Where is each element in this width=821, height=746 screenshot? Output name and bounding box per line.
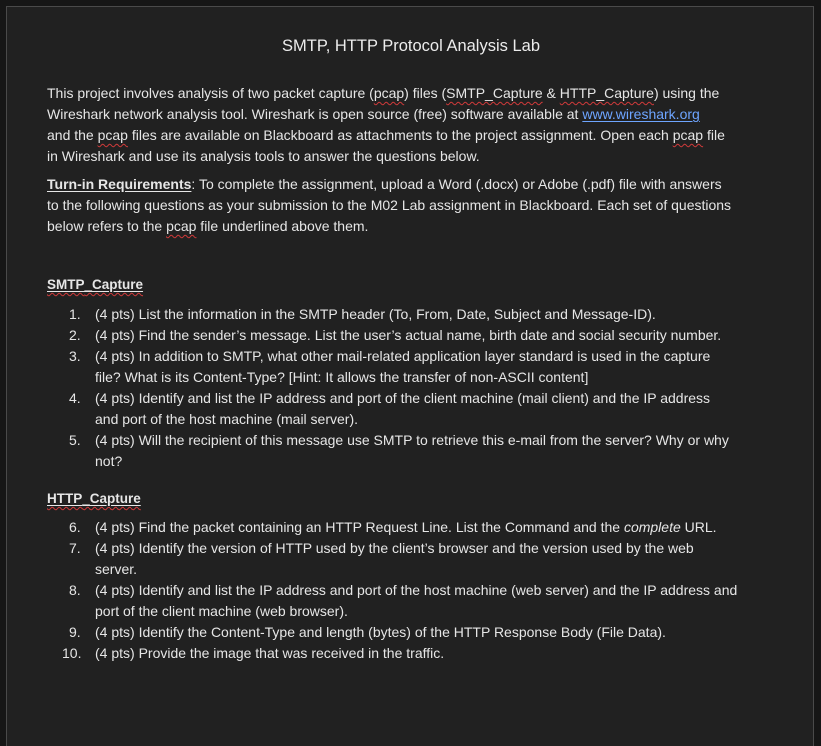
question-item bbox=[47, 580, 787, 622]
intro-text: and the bbox=[47, 127, 98, 143]
question-text: (4 pts) In addition to SMTP, what other mail-related application layer standard is used in the capture bbox=[95, 348, 711, 364]
http-capture-heading bbox=[47, 491, 141, 506]
question-text: not? bbox=[95, 453, 123, 469]
question-item bbox=[47, 346, 787, 388]
question-text: (4 pts) Identify and list the IP address and port of the client machine (mail client) and the IP address bbox=[95, 390, 711, 406]
question-text-part: (4 pts) Find the packet containing an HTTP Request Line. List the Command and the bbox=[95, 519, 624, 535]
document-page bbox=[6, 6, 814, 746]
turnin-pcap: pcap bbox=[166, 218, 197, 234]
question-item bbox=[47, 517, 787, 538]
intro-text: & bbox=[542, 85, 560, 101]
wireshark-link[interactable]: www.wireshark.org bbox=[582, 106, 700, 122]
http-question-list bbox=[47, 517, 787, 664]
question-number: 1. bbox=[69, 306, 81, 322]
question-text: (4 pts) Will the recipient of this message use SMTP to retrieve this e-mail from the server? Why or why bbox=[95, 432, 729, 448]
turnin-paragraph bbox=[47, 174, 777, 237]
question-number: 3. bbox=[69, 348, 81, 364]
question-number: 10. bbox=[62, 645, 82, 661]
question-emphasis: complete bbox=[623, 519, 681, 535]
page-title: SMTP, HTTP Protocol Analysis Lab bbox=[282, 37, 540, 55]
intro-http-capture: HTTP_Capture bbox=[559, 85, 654, 101]
question-number: 7. bbox=[69, 540, 81, 556]
question-text: (4 pts) List the information in the SMTP header (To, From, Date, Subject and Message-ID). bbox=[95, 306, 656, 322]
turnin-text: to the following questions as your submission to the M02 Lab assignment in Blackboard. Each set of questions bbox=[47, 197, 732, 213]
intro-text: in Wireshark and use its analysis tools to answer the questions below. bbox=[47, 148, 480, 164]
question-text: and port of the host machine (mail server). bbox=[95, 411, 359, 427]
intro-text: ) using the bbox=[653, 85, 720, 101]
intro-text: ) files ( bbox=[404, 85, 447, 101]
question-item bbox=[47, 388, 787, 430]
turnin-text: below refers to the bbox=[47, 218, 167, 234]
intro-text: files are available on Blackboard as attachments to the project assignment. Open each bbox=[127, 127, 673, 143]
question-text: (4 pts) Identify the Content-Type and length (bytes) of the HTTP Response Body (File Data). bbox=[95, 624, 666, 640]
question-text: port of the client machine (web browser). bbox=[95, 603, 348, 619]
question-item bbox=[47, 430, 787, 472]
question-text: (4 pts) Find the sender’s message. List the user’s actual name, birth date and social security number. bbox=[95, 327, 722, 343]
http-heading-part: HTTP bbox=[47, 491, 83, 506]
question-item bbox=[47, 538, 787, 580]
intro-pcap: pcap bbox=[373, 85, 405, 101]
turnin-text: file underlined above them. bbox=[196, 218, 369, 234]
http-heading-part: _Capture bbox=[82, 491, 141, 506]
intro-paragraph bbox=[47, 83, 777, 167]
question-text: (4 pts) Identify the version of HTTP used by the client’s browser and the version used by the web bbox=[95, 540, 694, 556]
intro-smtp-capture: SMTP_Capture bbox=[446, 85, 543, 101]
question-number: 5. bbox=[69, 432, 81, 448]
smtp-heading-part: _Capture bbox=[84, 277, 144, 292]
smtp-heading-part: SMTP bbox=[47, 277, 85, 292]
question-item bbox=[47, 643, 787, 664]
question-number: 4. bbox=[69, 390, 81, 406]
question-number: 2. bbox=[69, 327, 81, 343]
question-number: 9. bbox=[69, 624, 81, 640]
question-item bbox=[47, 325, 787, 346]
turnin-text: : To complete the assignment, upload a Word (.docx) or Adobe (.pdf) file with answers bbox=[191, 176, 722, 192]
intro-text: This project involves analysis of two packet capture ( bbox=[47, 85, 374, 101]
intro-text: file bbox=[703, 127, 725, 143]
intro-text: Wireshark network analysis tool. Wireshark is open source (free) software available at bbox=[47, 106, 583, 122]
question-text: (4 pts) Provide the image that was received in the traffic. bbox=[95, 645, 445, 661]
intro-pcap: pcap bbox=[97, 127, 128, 143]
question-item bbox=[47, 622, 787, 643]
question-text: file? What is its Content-Type? [Hint: It allows the transfer of non-ASCII content] bbox=[95, 369, 589, 385]
question-text: (4 pts) Identify and list the IP address and port of the host machine (web server) and the IP address and bbox=[95, 582, 738, 598]
question-number: 8. bbox=[69, 582, 81, 598]
turnin-heading: Turn-in Requirements bbox=[47, 176, 192, 192]
question-item bbox=[47, 304, 787, 325]
smtp-capture-heading bbox=[47, 277, 143, 292]
smtp-question-list bbox=[47, 304, 787, 472]
question-text bbox=[95, 517, 787, 538]
question-text-part: URL. bbox=[680, 519, 717, 535]
question-text: server. bbox=[95, 561, 138, 577]
question-number: 6. bbox=[69, 519, 81, 535]
intro-pcap: pcap bbox=[672, 127, 704, 143]
